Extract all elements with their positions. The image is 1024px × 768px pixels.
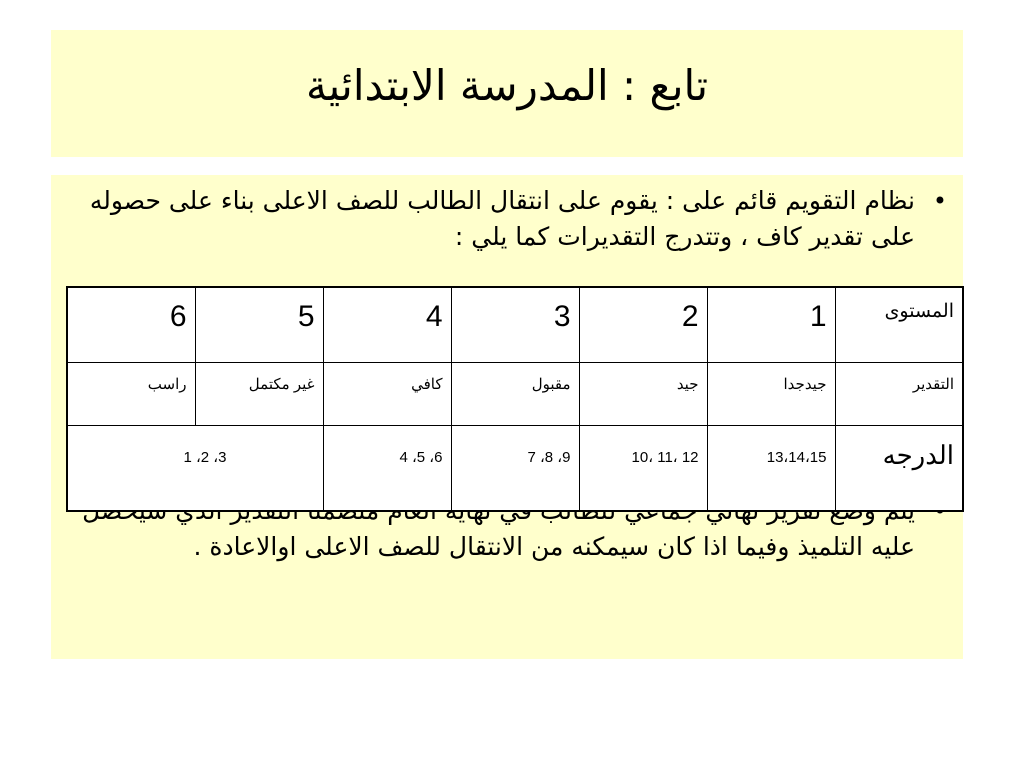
grade-cell: جيد bbox=[579, 363, 707, 426]
score-cell: 3، 2، 1 bbox=[67, 426, 323, 512]
score-header-cell: الدرجه bbox=[835, 426, 963, 512]
grade-cell: راسب bbox=[67, 363, 195, 426]
title-panel bbox=[51, 30, 963, 157]
score-cell: 13،14،15 bbox=[707, 426, 835, 512]
grade-cell: كافي bbox=[323, 363, 451, 426]
level-cell: 6 bbox=[67, 287, 195, 363]
table-row-grade bbox=[67, 363, 963, 426]
level-cell: 2 bbox=[579, 287, 707, 363]
grade-cell: مقبول bbox=[451, 363, 579, 426]
level-header-cell: المستوى bbox=[835, 287, 963, 363]
grade-header-cell: التقدير bbox=[835, 363, 963, 426]
bullet-item-evaluation-system bbox=[69, 183, 947, 255]
table-row-level bbox=[67, 287, 963, 363]
grade-cell: جيدجدا bbox=[707, 363, 835, 426]
bullet-text: نظام التقويم قائم على : يقوم على انتقال الطالب للصف الاعلى بناء على حصوله على تقدير كاف ، وتتدرج التقديرات كما يلي : bbox=[89, 186, 915, 251]
grading-table bbox=[66, 286, 964, 512]
grade-cell: غير مكتمل bbox=[195, 363, 323, 426]
level-cell: 3 bbox=[451, 287, 579, 363]
score-cell: 9، 8، 7 bbox=[451, 426, 579, 512]
bullet-icon: • bbox=[932, 187, 947, 215]
level-cell: 5 bbox=[195, 287, 323, 363]
table-row-score bbox=[67, 426, 963, 512]
slide-title: تابع : المدرسة الابتدائية bbox=[305, 61, 709, 110]
level-cell: 4 bbox=[323, 287, 451, 363]
bullet-text: عليه التلميذ وفيما اذا كان سيمكنه من الانتقال للصف الاعلى اوالاعادة . bbox=[193, 532, 915, 561]
level-cell: 1 bbox=[707, 287, 835, 363]
score-cell: 6، 5، 4 bbox=[323, 426, 451, 512]
score-cell: 12 ،11 ،10 bbox=[579, 426, 707, 512]
